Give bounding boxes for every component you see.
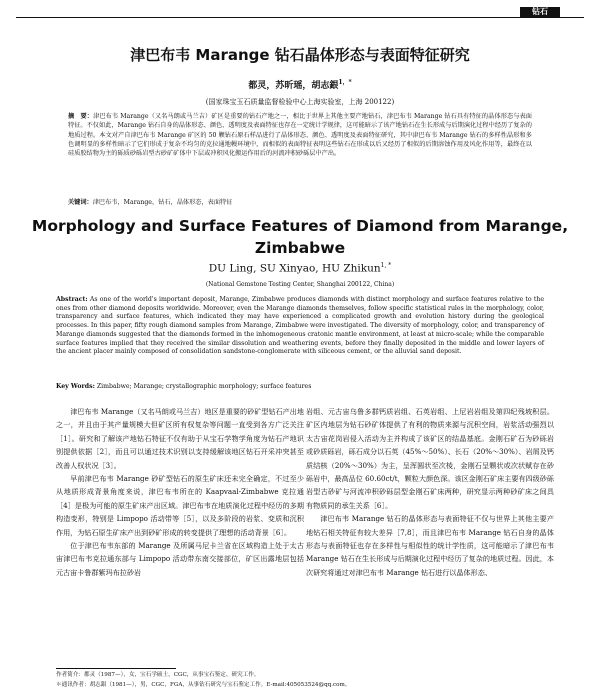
en-keywords (56, 383, 544, 390)
en-abstract-label: Abstract: (56, 296, 88, 303)
en-keywords-text: Zimbabwe; Marange; crystallographic morphology; surface features (96, 383, 312, 390)
body-paragraph: 津巴布韦 Marange 钻石的晶体形态与表面特征不仅与世界上其他主要产地钻石相关特征有较大差异［7,8］，而且津巴布韦 Marange 钻石自身的晶体形态与表面特征也存在多样性与相似性的统计学性质，这可能暗示了津巴布韦 Marange 钻石在生长形成与后期演化过程中经历了复杂的地质过程。因此，本次研究将通过对津巴布韦 Marange 钻石进行以晶体形态、 (306, 514, 554, 577)
body-column-right (306, 405, 554, 579)
en-keywords-label: Key Words: (56, 383, 95, 390)
body-paragraph: 岩组、元古宙乌鲁多群钙质岩组、石英岩组、上尼岩岩组及第四纪残坡积层。矿区内地层为钻石砂矿体提供了有利的物质来源与沉积空间，岩浆活动强烈以太古宙花岗岩侵入活动为主并构成了该矿区的结晶基底。金刚石矿石为砂砾岩或砂质砾岩，砾石成分以石英（45%～50%）、长石（20%～30%）、岩屑及钙质结核（20%～30%）为主，呈浑圆状至次棱，金刚石呈颗状或次状赋存在砂砾岩中，最高品位 60.60ct/t，颗粒大颜色深。该区金刚石矿床主要有四级砂砾岩型古砂矿与河流冲积砂砾层型金刚石矿床两种，研究显示两种砂矿床之间具有物质同的承生关系［6］。 (306, 407, 554, 510)
header-rule (16, 17, 584, 18)
footnote-rule (56, 668, 176, 669)
cn-keywords-text: 津巴布韦，Marange，钻石，晶体形态，表面特征 (92, 199, 233, 206)
cn-abstract-text: 津巴布韦 Marange（又名马朗或马兰吉）矿区是重要的钻石产地之一，相比于世界上其他主要产地钻石，津巴布韦 Marange 钻石具有特征的晶体形态与表面特征。不仅如此，Marange 钻石自身的晶体形态、颜色、透明度及表面特征也存在一定统计学规律，这可能暗示了该产地钻石在生长形成与后期演化过程中经历了复杂的地质过程。本文对产自津巴布韦 Marange 矿区的 50 颗钻石原石样品进行了晶体形态、颜色、透明度及表面特征研究，其中津巴布韦 Marange 钻石的多样性晶形和多色调明显的多样性暗示了它们形成于复杂不均匀的克拉通地幔环境中，而相似的表面特征表明这些钻石在形成以后又经历了相似的后期溶蚀作用及风化作用等，最终在以硅质胶结物为主的砾质砂砾岩型古砂矿矿体中下层或冲积风化搬运作用后的河流冲积砂砾层中产出。 (68, 113, 532, 158)
cn-author-marks: 1，* (338, 79, 352, 86)
cn-abstract-label: 摘 要： (68, 113, 94, 120)
footnote-corresponding-author: ＊通讯作者：胡志銀（1981—），男，CGC，FGA，从事钻石研究与宝石鉴定工作。E-mail:405053524@qq.com。 (56, 682, 351, 688)
en-abstract (56, 296, 544, 357)
cn-authors (0, 77, 600, 91)
section-tab: 钻石 (520, 7, 560, 17)
en-affiliation: (National Gemstone Testing Center, Shanghai 200122, China) (205, 281, 395, 288)
footnotes (56, 670, 560, 690)
en-authors (0, 262, 600, 275)
body-paragraph: 津巴布韦 Marange（又名马朗或马兰吉）地区是重要的砂矿型钻石产出地之一，并且由于其产量规模大但矿区所有权复杂等问题一直受到各方广泛关注［1］。研究和了解该产地钻石特征不仅有助于从宝石学物学角度为钻石产地识别提供依据［2］，而且可以通过技术识别以支持缓解该地区钻石开采冲突甚至改善人权状况［3］。 (56, 407, 304, 470)
en-title: Morphology and Surface Features of Diamond from Marange, Zimbabwe (31, 217, 569, 257)
body-paragraph: 早前津巴布韦 Marange 砂矿型钻石的原生矿床还未完全确定，不过至少从地质形成背景角度来说，津巴布韦所在的 Kaapvaal-Zimbabwe 克拉通［4］是极为可能的原生矿床产出区域。津巴布韦在地质演化过程中经历的多期构造变形，特别是 Limpopo 活动带等［5］，以及多阶段的岩浆、变质和沉积作用，为钻石原生矿床产出到砂矿形成的转变提供了理想的活动背景［6］。 (56, 474, 304, 537)
en-author-names: DU Ling, SU Xinyao, HU Zhikun (208, 262, 381, 275)
cn-title: 津巴布韦 Marange 钻石晶体形态与表面特征研究 (130, 46, 470, 64)
cn-author-names: 都灵，苏昕瑶，胡志銀 (248, 81, 339, 91)
cn-keywords (68, 197, 532, 206)
en-author-marks: 1, * (380, 262, 392, 269)
body-paragraph: 位于津巴布韦东部的 Marange 及所属马尼卡兰省在区域构造上处于太古宙津巴布韦克拉通东部与 Limpopo 活动带东南交接部位，矿区出露地层包括元古宙卡鲁群紫玛布拉砂岩 (56, 541, 304, 577)
body-column-left (56, 405, 304, 579)
en-abstract-text: As one of the world's important deposit, Marange, Zimbabwe produces diamonds with distinct morphology and surface features relative to the ones from other diamond deposits worldwide. Moreover, even the Marange diamonds themselves, follow specific statistical rules in the morphology, color, transparency and surface features, which indicated they may have experienced a complicated growth and evolution history during the geological processes. In this paper, fifty rough diamond samples from Marange, Zimbabwe were investigated. The diversity of morphology, color, and transparency of Marange diamonds suggested that the diamonds formed in the inhomogeneous cratonic mantle environment, at least at micro-scale; while the comparable surface features implied that they received the similar dissolution and weathering events, before they finally deposited in the middle and lower layers of the ancient placer mainly composed of consolidation sandstone-conglomerate with siliceous cement, or the alluvial sand deposit. (56, 296, 545, 356)
cn-keywords-label: 关键词： (68, 199, 93, 206)
cn-affiliation: (国家珠宝玉石质量监督检验中心上海实验室，上海 200122) (205, 98, 395, 106)
footnote-author-bio: 作者简介：都灵（1987—），女，宝石学硕士，CGC，从事宝石鉴定、研究工作。 (56, 672, 260, 678)
cn-abstract (68, 112, 532, 158)
